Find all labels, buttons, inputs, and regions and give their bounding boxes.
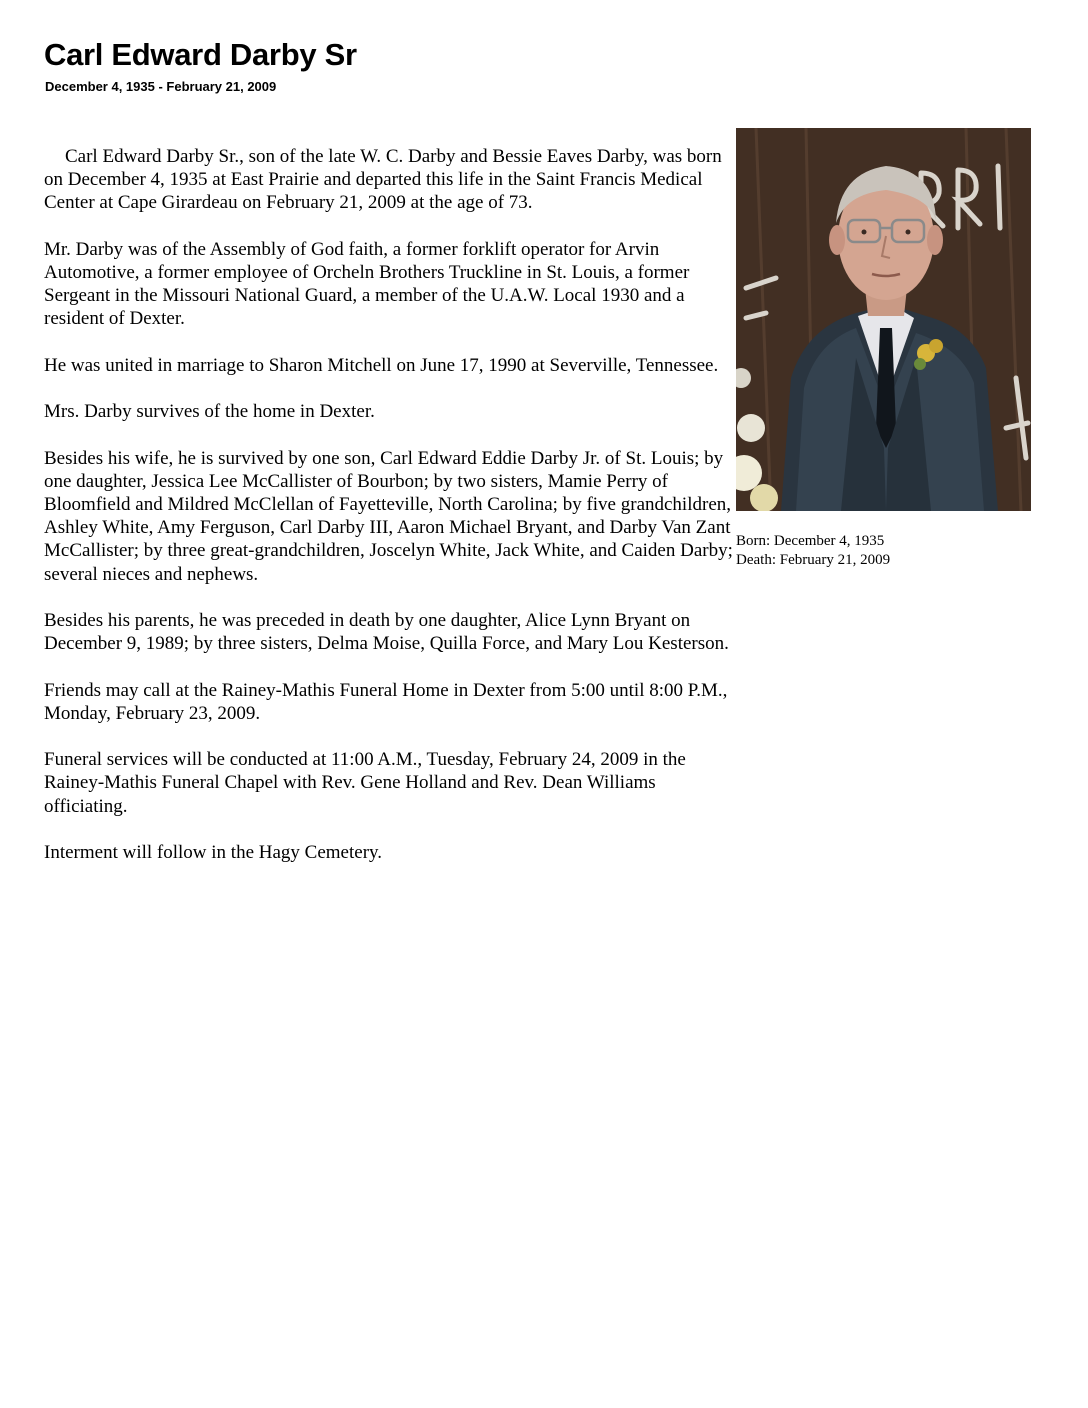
caption-death: Death: February 21, 2009 (736, 552, 891, 568)
obituary-name: Carl Edward Darby Sr (44, 37, 357, 72)
paragraph-interment: Interment will follow in the Hagy Cemetery. (44, 841, 383, 863)
paragraph-career: Mr. Darby was of the Assembly of God faith, a former forklift operator for Arvin Automotive, a former employee of Orcheln Brothers Truckline in St. Louis, a former Sergeant in the Missouri National Guard, a member of the U.A.W. Local 1930 and a resident of Dexter. (44, 238, 690, 330)
paragraph-preceded: Besides his parents, he was preceded in death by one daughter, Alice Lynn Bryant on December 9, 1989; by three sisters, Delma Moise, Quilla Force, and Mary Lou Kesterson. (44, 609, 729, 655)
photo-caption (736, 532, 890, 570)
paragraph-visitation: Friends may call at the Rainey-Mathis Funeral Home in Dexter from 5:00 until 8:00 P.M., Monday, February 23, 2009. (44, 679, 728, 724)
life-dates: December 4, 1935 - February 21, 2009 (45, 79, 277, 94)
paragraph-services: Funeral services will be conducted at 11:00 A.M., Tuesday, February 24, 2009 in the Rainey-Mathis Funeral Chapel with Rev. Gene Holland and Rev. Dean Williams officiating. (44, 749, 686, 817)
paragraph-spouse: Mrs. Darby survives of the home in Dexter. (44, 401, 375, 423)
portrait-photo (736, 128, 1031, 511)
paragraph-birth: Carl Edward Darby Sr., son of the late W. C. Darby and Bessie Eaves Darby, was born on December 4, 1935 at East Prairie and departed this life in the Saint Francis Medical Center at Cape Girardeau on February 21, 2009 at the age of 73. (44, 146, 722, 214)
paragraph-survivors: Besides his wife, he is survived by one son, Carl Edward Eddie Darby Jr. of St. Louis; by one daughter, Jessica Lee McCallister of Bourbon; by two sisters, Mamie Perry of Bloomfield and Mildred McClellan of Fayetteville, North Carolina; by five grandchildren, Ashley White, Amy Ferguson, Carl Darby III, Aaron Michael Bryant, and Darby Van Zant McCallister; by three great-grandchildren, Joscelyn White, Jack White, and Caiden Darby; several nieces and nephews. (44, 447, 733, 585)
obituary-body (44, 145, 734, 887)
caption-born: Born: December 4, 1935 (736, 533, 885, 549)
paragraph-marriage: He was united in marriage to Sharon Mitchell on June 17, 1990 at Severville, Tennessee. (44, 354, 719, 376)
